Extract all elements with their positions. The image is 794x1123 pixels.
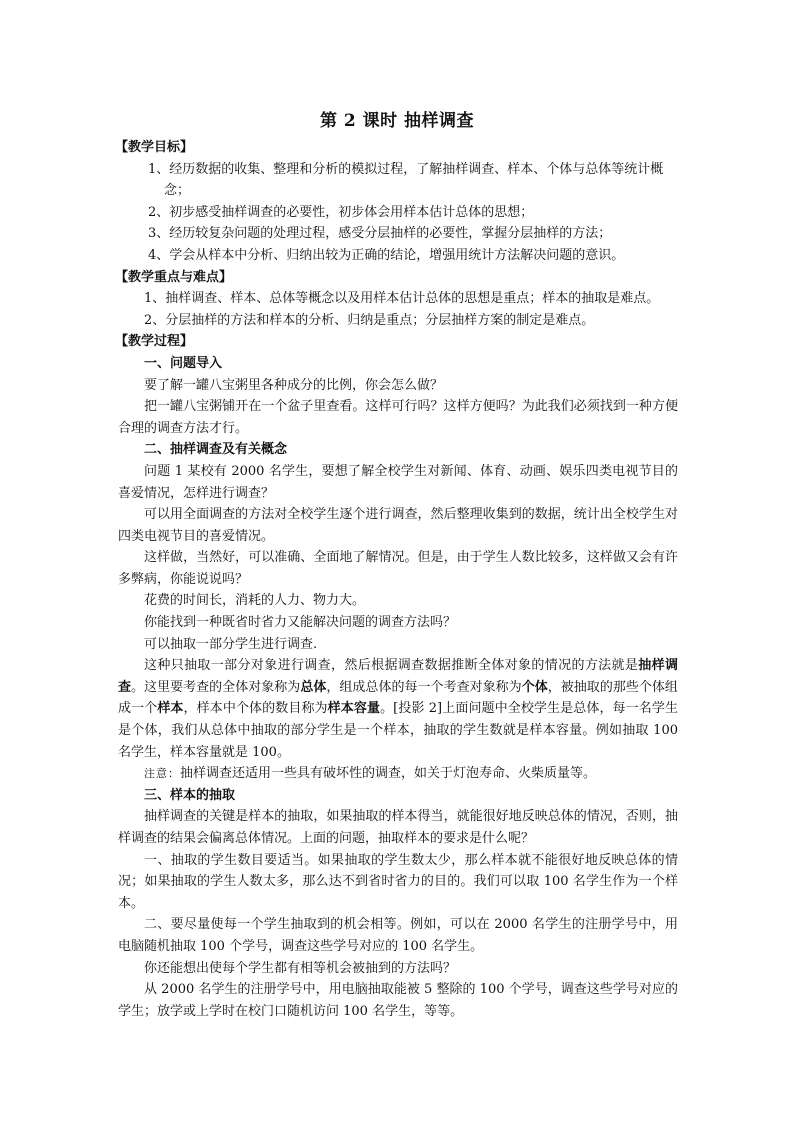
page-title: 第 2 课时 抽样调查 xyxy=(319,111,475,131)
section-1-title: 一、问题导入 xyxy=(144,355,223,371)
section-2-title: 二、抽样调查及有关概念 xyxy=(144,442,288,458)
term-sample: 样本 xyxy=(157,701,184,717)
text-run: 。这里要考查的全体对象称为 xyxy=(131,679,301,695)
term-sample-size: 样本容量 xyxy=(327,701,381,717)
paragraph: 可以用全面调查的方法对全校学生逐个进行调查，然后整理收集到的数据，统计出全校学生对四类电视节目的喜爱情况。 xyxy=(118,507,678,544)
document-body xyxy=(115,137,678,1022)
note-text: 抽样调查还适用一些具有破坏性的调查，如关于灯泡寿命、火柴质量等。 xyxy=(180,766,597,782)
process-heading: 【教学过程】 xyxy=(115,334,194,350)
paragraph: 你还能想出使每个学生都有相等机会被抽到的方法吗？ xyxy=(144,960,457,976)
term-individual: 个体 xyxy=(521,679,548,695)
paragraph: 这样做，当然好，可以准确、全面地了解情况。但是，由于学生人数比较多，这样做又会有许多弊病，你能说说吗？ xyxy=(118,550,678,587)
paragraph: 花费的时间长，消耗的人力、物力大。 xyxy=(144,593,366,609)
objective-item: 3、经历较复杂问题的处理过程，感受分层抽样的必要性，掌握分层抽样的方法； xyxy=(148,226,612,242)
keypoint-item: 1、抽样调查、样本、总体等概念以及用样本估计总体的思想是重点；样本的抽取是难点。 xyxy=(144,291,660,307)
term-population: 总体 xyxy=(300,679,327,695)
keypoints-heading: 【教学重点与难点】 xyxy=(115,269,233,285)
term-sampling-survey: 抽样调查 xyxy=(118,658,678,695)
paragraph: 抽样调查的关键是样本的抽取，如果抽取的样本得当，就能很好地反映总体的情况，否则，抽样调查的结果会偏离总体情况。上面的问题，抽取样本的要求是什么呢？ xyxy=(118,809,678,846)
paragraph: 要了解一罐八宝粥里各种成分的比例，你会怎么做？ xyxy=(144,377,444,393)
paragraph: 一、抽取的学生数目要适当。如果抽取的学生数太少，那么样本就不能很好地反映总体的情况；如果抽取的学生人数太多，那么达不到省时省力的目的。我们可以取 100 名学生作为一个样本。 xyxy=(118,852,678,911)
section-3-title: 三、样本的抽取 xyxy=(144,787,236,803)
paragraph: 问题 1 某校有 2000 名学生，要想了解全校学生对新闻、体育、动画、娱乐四类电视节目的喜爱情况，怎样进行调查？ xyxy=(118,463,678,501)
text-run: ，样本中个体的数目称为 xyxy=(183,701,328,717)
text-run: ，被抽取的那些个体组成一个 xyxy=(118,679,678,717)
note-paragraph xyxy=(118,763,678,785)
objective-item: 2、初步感受抽样调查的必要性，初步体会用样本估计总体的思想； xyxy=(148,204,534,220)
objectives-heading: 【教学目标】 xyxy=(115,140,194,155)
objective-item: 4、学会从样本中分析、归纳出较为正确的结论，增强用统计方法解决问题的意识。 xyxy=(148,247,625,263)
paragraph: 把一罐八宝粥铺开在一个盆子里查看。这样可行吗？这样方便吗？为此我们必须找到一种方便合理的调查方法才行。 xyxy=(118,399,678,436)
keypoint-item: 2、分层抽样的方法和样本的分析、归纳是重点；分层抽样方案的制定是难点。 xyxy=(144,312,595,328)
text-run: 。[投影 2]上面问题中全校学生是总体，每一名学生是个体，我们从总体中抽取的部分学生是一个样本，抽取的学生数就是样本容量。例如抽取 100 名学生，样本容量就是 100。 xyxy=(118,701,678,760)
paragraph: 二、要尽量使每一个学生抽取到的机会相等。例如，可以在 2000 名学生的注册学号中，用电脑随机抽取 100 个学号，调查这些学号对应的 100 名学生。 xyxy=(118,917,678,954)
paragraph: 可以抽取一部分学生进行调查. xyxy=(144,636,318,652)
paragraph: 你能找到一种既省时省力又能解决问题的调查方法吗？ xyxy=(144,615,457,631)
text-run: ，组成总体的每一个考查对象称为 xyxy=(326,679,522,695)
text-run: 这种只抽取一部分对象进行调查，然后根据调查数据推断全体对象的情况的方法就是 xyxy=(144,658,639,674)
note-label: 注意： xyxy=(144,767,180,781)
definition-paragraph xyxy=(118,655,678,763)
paragraph: 从 2000 名学生的注册学号中，用电脑抽取能被 5 整除的 100 个学号，调查这些学号对应的学生；放学或上学时在校门口随机访问 100 名学生，等等。 xyxy=(118,982,678,1019)
objective-item: 1、经历数据的收集、整理和分析的模拟过程，了解抽样调查、样本、个体与总体等统计概念； xyxy=(148,161,664,199)
